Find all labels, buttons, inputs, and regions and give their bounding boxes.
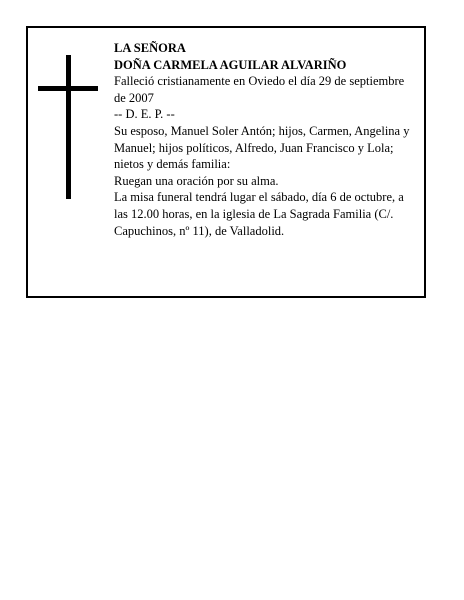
obituary-text: [114, 40, 414, 239]
obituary-notice: [26, 26, 426, 298]
prayer-request: Ruegan una oración por su alma.: [114, 173, 279, 188]
deceased-name: DOÑA CARMELA AGUILAR ALVARIÑO: [114, 57, 347, 72]
family-list: Su esposo, Manuel Soler Antón; hijos, Carmen, Angelina y Manuel; hijos políticos, Alfredo, Juan Francisco y Lola; nietos y demás familia:: [114, 123, 410, 172]
notice-title: LA SEÑORA: [114, 41, 186, 55]
funeral-mass-details: La misa funeral tendrá lugar el sábado, día 6 de octubre, a las 12.00 horas, en la iglesia de La Sagrada Familia (C/. Capuchinos, nº 11), de Valladolid.: [114, 190, 404, 238]
death-statement: Falleció cristianamente en Oviedo el día 29 de septiembre de 2007: [114, 74, 405, 105]
cross-horizontal-bar: [38, 86, 98, 91]
cross-icon: [38, 55, 98, 199]
rip-line: -- D. E. P. --: [114, 107, 175, 122]
cross-vertical-bar: [66, 55, 71, 199]
